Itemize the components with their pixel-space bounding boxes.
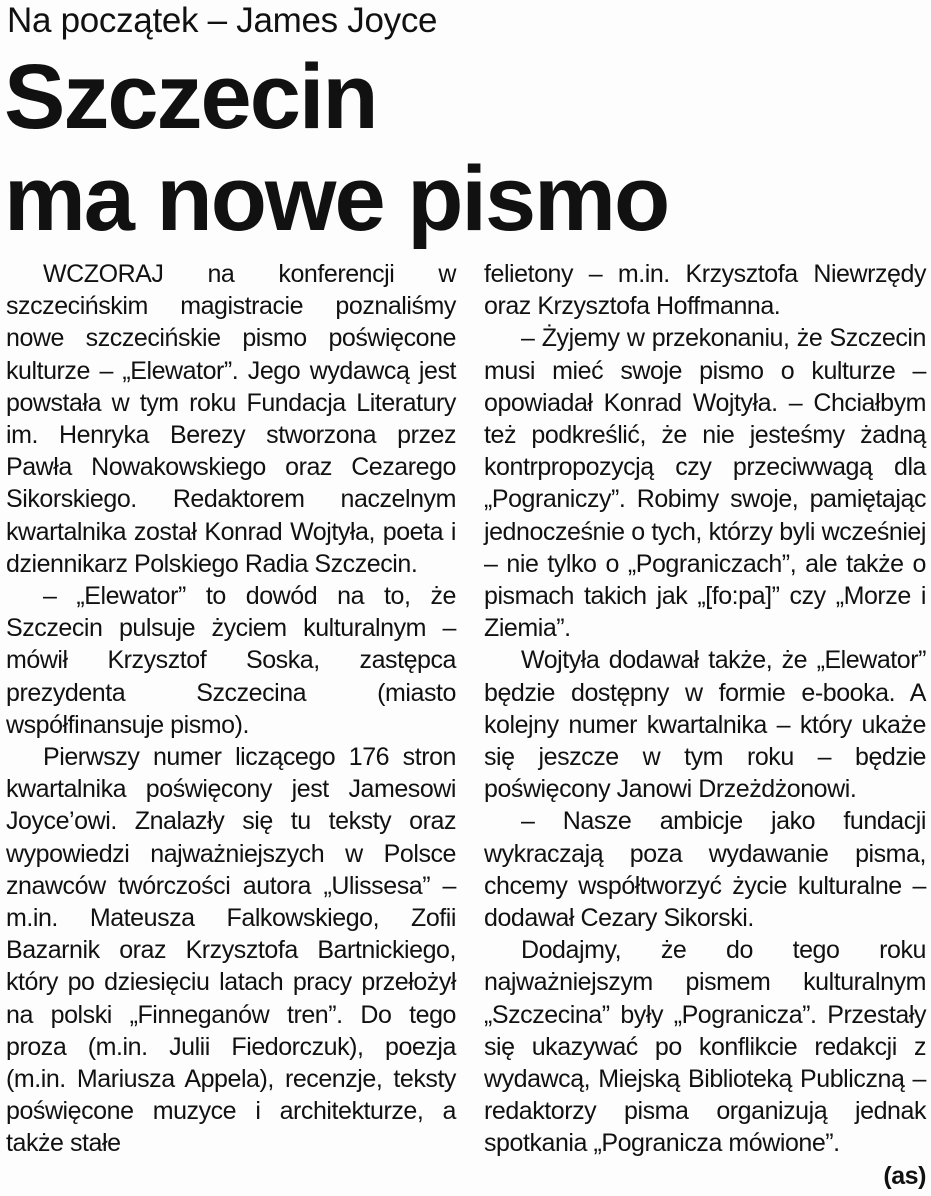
body-paragraph: Wojtyła dodawał także, że „Elewator” będzie dostępny w formie e-booka. A kolejny numer kwartalnika – który ukaże się jeszcze w tym roku – będzie poświęcony Janowi Drzeżdżonowi. <box>484 646 926 804</box>
article-kicker: Na początek – James Joyce <box>7 1 438 40</box>
left-column <box>6 258 456 1160</box>
final-paragraph <box>484 934 926 1190</box>
body-paragraph: – Żyjemy w przekonaniu, że Szczecin musi mieć swoje pismo o kulturze – opowiadał Konrad Wojtyła. – Chciałbym też podkreślić, że nie jesteśmy żadną kontrpropozycją czy przeciwwagą dla „Pograniczy”. Robimy swoje, pamiętając jednocześnie o tych, którzy byli wcześniej – nie tylko o „Pograniczach”, ale także o pismach takich jak „[fo:pa]” czy „Morze i Ziemia”. <box>484 324 926 643</box>
headline-line-1: Szczecin <box>4 46 377 148</box>
author-signature: (as) <box>883 1161 926 1190</box>
body-paragraph: – „Elewator” to dowód na to, że Szczecin pulsuje życiem kulturalnym – mówił Krzysztof Soska, zastępca prezydenta Szczecina (miasto współfinansuje pismo). <box>6 582 456 739</box>
body-paragraph: WCZORAJ na konferencji w szczecińskim magistracie poznaliśmy nowe szczecińskie pismo poświęcone kulturze – „Elewator”. Jego wydawcą jest powstała w tym roku Fundacja Literatury im. Henryka Berezy stworzona przez Pawła Nowakowskiego oraz Cezarego Sikorskiego. Redaktorem naczelnym kwartalnika został Konrad Wojtyła, poeta i dziennikarz Polskiego Radia Szczecin. <box>6 260 456 578</box>
right-column <box>484 258 926 1192</box>
final-paragraph-text: Dodajmy, że do tego roku najważniejszym pismem kulturalnym „Szczecina” były „Pogranicza”. Przestały się ukazywać po konflikcie redakcji z wydawcą, Miejską Biblioteką Publiczną – redaktorzy pisma organizują jednak spotkania „Pogranicza mówione”. <box>484 936 926 1158</box>
headline-line-2: ma nowe pismo <box>4 148 669 250</box>
continued-paragraph: felietony – m.in. Krzysztofa Niewrzędy oraz Krzysztofa Hoffmanna. <box>484 260 926 321</box>
body-paragraph: Pierwszy numer liczącego 176 stron kwartalnika poświęcony jest Jamesowi Joyce’owi. Znalazły się tu teksty oraz wypowiedzi najważniejszych w Polsce znawców twórczości autora „Ulissesa” – m.in. Mateusza Falkowskiego, Zofii Bazarnik oraz Krzysztofa Bartnickiego, który po dziesięciu latach pracy przełożył na polski „Finneganów tren”. Do tego proza (m.in. Julii Fiedorczuk), poezja (m.in. Mariusza Appela), recenzje, teksty poświęcone muzyce i architekturze, a także stałe <box>6 743 456 1158</box>
article-headline <box>4 46 904 250</box>
body-paragraph: – Nasze ambicje jako fundacji wykraczają poza wydawanie pisma, chcemy współtworzyć życie kulturalne – dodawał Cezary Sikorski. <box>484 807 926 933</box>
